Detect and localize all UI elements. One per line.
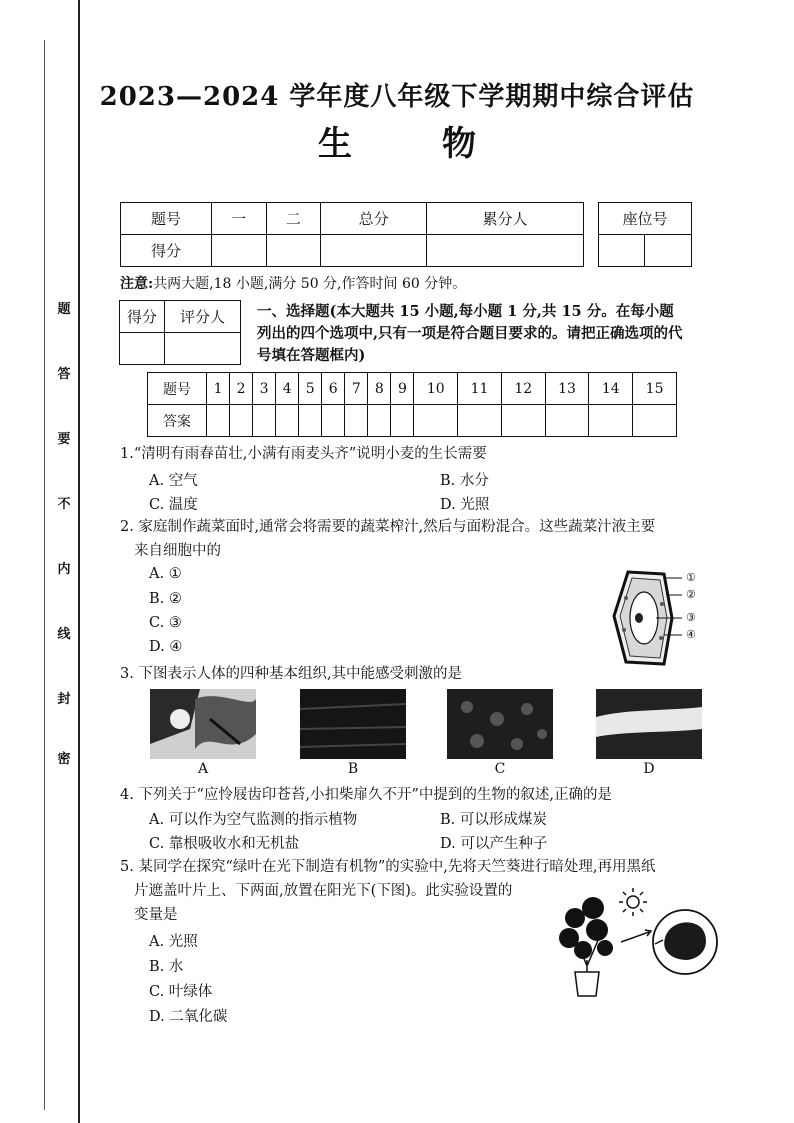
answer-number: 15 [633, 373, 677, 405]
tissue-image-c [447, 689, 553, 759]
flower-pot [575, 972, 599, 996]
answer-cell[interactable] [276, 405, 299, 437]
tissue-label-d: D [643, 761, 655, 777]
cell-mark-3: ③ [686, 611, 696, 624]
seal-char: 要 [57, 432, 71, 447]
grader-table [119, 300, 241, 365]
q2-option-c: C. ③ [149, 615, 182, 631]
q2-stem-line1: 2. 家庭制作蔬菜面时,通常会将需要的蔬菜榨汁,然后与面粉混合。这些蔬菜汁液主要 [120, 519, 656, 535]
score-cell[interactable] [266, 235, 321, 267]
cell-mark-4: ④ [686, 628, 696, 641]
q2-option-a: A. ① [149, 566, 182, 582]
q2-stem-line2: 来自细胞中的 [134, 543, 221, 559]
grader-cell[interactable] [165, 333, 241, 365]
vacuole [630, 592, 658, 644]
answer-number: 3 [253, 373, 276, 405]
margin-line-outer [44, 40, 45, 1110]
answer-cell[interactable] [633, 405, 677, 437]
answer-number: 2 [230, 373, 253, 405]
exam-title: 2023—2024 学年度八年级下学期期中综合评估 [99, 82, 695, 112]
answer-cell[interactable] [253, 405, 276, 437]
seat-cell[interactable] [645, 235, 692, 267]
answer-number: 5 [299, 373, 322, 405]
sun-icon [619, 888, 647, 916]
q4-option-d: D. 可以产生种子 [440, 836, 548, 852]
grader-score-cell[interactable] [120, 333, 165, 365]
score-header: 题号 [121, 203, 212, 235]
answer-cell[interactable] [458, 405, 502, 437]
q5-option-c: C. 叶绿体 [149, 984, 213, 1000]
tissue-label-c: C [494, 761, 506, 777]
answer-number: 12 [501, 373, 545, 405]
answer-cell[interactable] [345, 405, 368, 437]
score-header: 累分人 [427, 203, 584, 235]
answer-cell[interactable] [299, 405, 322, 437]
q2-option-d: D. ④ [149, 639, 183, 655]
seal-char: 内 [57, 562, 71, 577]
nucleus [635, 613, 643, 623]
answer-number: 7 [345, 373, 368, 405]
seat-label: 座位号 [599, 203, 692, 235]
answer-cell[interactable] [501, 405, 545, 437]
q5-stem-line3: 变量是 [134, 907, 178, 923]
seal-char: 答 [57, 367, 71, 382]
notice-label: 注意: [120, 276, 154, 292]
q1-option-c: C. 温度 [149, 497, 198, 513]
score-cell[interactable] [321, 235, 427, 267]
margin-line-binding [78, 0, 80, 1123]
answer-label: 答案 [148, 405, 207, 437]
leaf-closeup-icon [653, 910, 717, 974]
q1-stem: 1.“清明有雨春苗壮,小满有雨麦头齐”说明小麦的生长需要 [120, 446, 487, 462]
score-row-label: 得分 [121, 235, 212, 267]
q5-option-d: D. 二氧化碳 [149, 1009, 228, 1025]
answer-number: 9 [391, 373, 414, 405]
answer-cell[interactable] [368, 405, 391, 437]
seat-cell[interactable] [599, 235, 645, 267]
seat-table [598, 202, 692, 267]
q1-option-d: D. 光照 [440, 497, 490, 513]
score-cell[interactable] [427, 235, 584, 267]
answer-cell[interactable] [391, 405, 414, 437]
q4-option-b: B. 可以形成煤炭 [440, 812, 547, 828]
answer-cell[interactable] [589, 405, 633, 437]
q5-option-a: A. 光照 [149, 934, 198, 950]
answer-number: 14 [589, 373, 633, 405]
seal-char: 线 [57, 627, 71, 642]
cell-mark-1: ① [686, 571, 696, 584]
tissue-label-a: A [197, 761, 209, 777]
q5-option-b: B. 水 [149, 959, 184, 975]
answer-table [147, 372, 677, 437]
tissue-label-b: B [347, 761, 359, 777]
answer-cell[interactable] [322, 405, 345, 437]
q1-option-a: A. 空气 [149, 473, 198, 489]
tissue-image-d [596, 689, 702, 759]
q3-stem: 3. 下图表示人体的四种基本组织,其中能感受刺激的是 [120, 666, 463, 682]
answer-cell[interactable] [230, 405, 253, 437]
q4-option-a: A. 可以作为空气监测的指示植物 [149, 812, 358, 828]
plant-icon [559, 897, 613, 996]
notice [120, 273, 466, 293]
tissue-image-b [300, 689, 406, 759]
score-header: 一 [212, 203, 267, 235]
score-header: 二 [266, 203, 321, 235]
answer-number: 8 [368, 373, 391, 405]
answer-number: 6 [322, 373, 345, 405]
seal-char: 不 [57, 497, 71, 512]
q4-stem: 4. 下列关于“应怜屐齿印苍苔,小扣柴扉久不开”中提到的生物的叙述,正确的是 [120, 787, 612, 803]
seal-char: 题 [57, 302, 71, 317]
q4-option-c: C. 靠根吸收水和无机盐 [149, 836, 300, 852]
q5-stem-line1: 5. 某同学在探究“绿叶在光下制造有机物”的实验中,先将天竺葵进行暗处理,再用黑纸 [120, 859, 656, 875]
grader-score-label: 得分 [120, 301, 165, 333]
section1-heading: 一、选择题(本大题共 15 小题,每小题 1 分,共 15 分。在每小题列出的四个选项中,只有一项是符合题目要求的。请把正确选项的代号填在答题框内) [257, 303, 683, 364]
geranium-experiment-figure [555, 880, 720, 1000]
plant-cell-diagram [606, 568, 686, 668]
score-header: 总分 [321, 203, 427, 235]
score-table [120, 202, 584, 267]
answer-cell[interactable] [545, 405, 589, 437]
tissue-image-a [150, 689, 256, 759]
score-cell[interactable] [212, 235, 267, 267]
q1-option-b: B. 水分 [440, 473, 489, 489]
q5-stem-line2: 片遮盖叶片上、下两面,放置在阳光下(下图)。此实验设置的 [134, 883, 513, 899]
answer-number: 4 [276, 373, 299, 405]
q2-option-b: B. ② [149, 591, 182, 607]
answer-cell[interactable] [414, 405, 458, 437]
subject-title: 生物 [318, 124, 566, 164]
cell-mark-2: ② [686, 588, 696, 601]
seal-char: 密 [57, 752, 71, 767]
answer-number: 13 [545, 373, 589, 405]
answer-number: 10 [414, 373, 458, 405]
answer-number: 1 [207, 373, 230, 405]
grader-label: 评分人 [165, 301, 241, 333]
arrow-icon [621, 932, 649, 942]
answer-cell[interactable] [207, 405, 230, 437]
notice-text: 共两大题,18 小题,满分 50 分,作答时间 60 分钟。 [153, 276, 467, 292]
answer-number: 11 [458, 373, 502, 405]
answer-no-label: 题号 [148, 373, 207, 405]
seal-char: 封 [57, 692, 71, 707]
